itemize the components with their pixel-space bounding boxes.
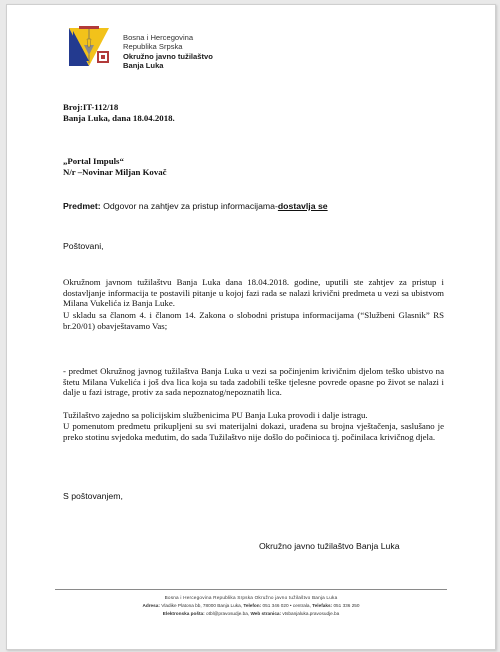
subject-label: Predmet: (63, 201, 101, 211)
closing: S poštovanjem, (63, 491, 123, 501)
signature: Okružno javno tužilaštvo Banja Luka (259, 541, 400, 551)
paragraph-case-status: - predmet Okružnog javnog tužilaštva Banja Luka u vezi sa počinjenim krivičnim djelom teško ubistvo na štetu Milana Vukelića i još dva lica koja su tada zadobili teške tjelesne povrede opasne po život se nalazi i dalje u fazi istrage, protiv za sada nepoznatog/nepoznatih lica. (63, 366, 444, 398)
letterhead (65, 23, 325, 79)
paragraph-request: Okružnom javnom tužilaštvu Banja Luka dana 18.04.2018. godine, uputili ste zahtjev za pristup i dostavljanje informacija te postavili pitanje u kojoj fazi rada se nalazi krivični predmeta u vezi sa ubistvom Milana Vukelića iz Banja Luke. (63, 277, 444, 309)
paragraph-legal-basis: U skladu sa članom 4. i članom 14. Zakona o slobodni pristupa informacijama (“Službeni Glasnik” RS br.20/01) obavještavamo Vas; (63, 310, 444, 331)
subject-line (63, 201, 328, 212)
institution-name (123, 33, 213, 71)
footer-fax: 051 336 250 (333, 602, 360, 608)
footer-phone: 051 346 020 • centrala, (262, 602, 311, 608)
subject-tail: dostavlja se (277, 201, 328, 211)
salutation: Poštovani, (63, 241, 104, 251)
letter-page (6, 4, 496, 650)
footer-address-label: Adresa: (142, 602, 160, 608)
header-entity: Republika Srpska (123, 42, 183, 52)
header-office: Okružno javno tužilaštvo (123, 51, 213, 61)
coat-of-arms-logo (65, 25, 113, 71)
footer-phone-label: Telefon: (243, 602, 262, 608)
subject-text: Odgovor na zahtjev za pristup informacijama- (103, 201, 278, 211)
recipient-org: „Portal Impuls“ (63, 156, 124, 166)
footer-institution: Bosna i Hercegovina Republika Srpska Okružno javno tužilaštvo Banja Luka (164, 595, 338, 600)
footer-fax-label: Telefaks: (312, 602, 333, 608)
footer-web-line (55, 610, 447, 618)
footer-address: Vladike Platona bb, 78000 Banja Luka, (161, 602, 243, 608)
footer-email-link[interactable]: otbl@pravosudje.ba, (206, 610, 250, 616)
paragraph-investigation: Tužilaštvo zajedno sa policijskim službenicima PU Banja Luka provodi i dalje istragu. (63, 410, 368, 420)
place-date: Banja Luka, dana 18.04.2018. (63, 113, 175, 123)
footer-email-label: Elektronska pošta: (162, 610, 205, 616)
footer (55, 594, 447, 617)
footer-contact-line (55, 602, 447, 610)
paragraph-evidence: U pomenutom predmetu prikupljeni su svi materijalni dokazi, urađena su brojna vještačenja, saslušano je preko stotinu svjedoka međutim, do sada Tužilaštvo nije došlo do počinioca tj. počinilaca krivičnog djela. (63, 421, 444, 442)
header-country: Bosna i Hercegovina (123, 33, 194, 42)
footer-divider (55, 589, 447, 590)
footer-web-label: Web stranica: (250, 610, 282, 616)
reference-number: Broj:IT-112/18 (63, 102, 119, 112)
footer-web-link[interactable]: vtsbanjaluka.pravosudje.ba (282, 610, 340, 616)
recipient-person: N/r –Novinar Miljan Kovač (63, 167, 167, 177)
header-city: Banja Luka (123, 61, 164, 71)
